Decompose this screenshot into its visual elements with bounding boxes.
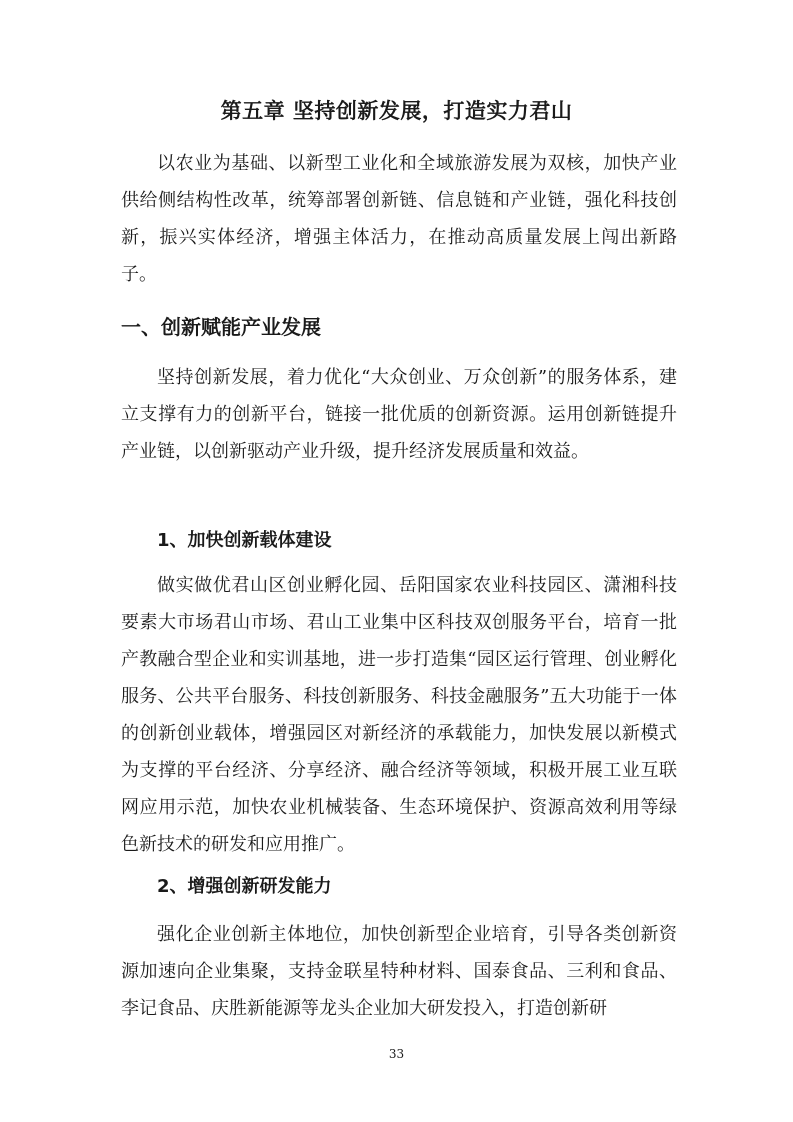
subsection-body-paragraph-1: 做实做优君山区创业孵化园、岳阳国家农业科技园区、潇湘科技要素大市场君山市场、君山工业集中区科技双创服务平台，培育一批产教融合型企业和实训基地，进一步打造集“园区运行管理、创业孵化服务、公共平台服务、科技创新服务、科技金融服务”五大功能于一体的创新创业载体，增强园区对新经济的承载能力，加快发展以新模式为支撑的平台经济、分享经济、融合经济等领域，积极开展工业互联网应用示范，加快农业机械装备、生态环境保护、资源高效利用等绿色新技术的研发和应用推广。 xyxy=(121,575,677,855)
subsection-body-paragraph-2: 强化企业创新主体地位，加快创新型企业培育，引导各类创新资源加速向企业集聚，支持金联星特种材料、国泰食品、三利和食品、李记食品、庆胜新能源等龙头企业加大研发投入，打造创新研 xyxy=(121,924,677,1019)
chapter-title: 第五章 坚持创新发展，打造实力君山 xyxy=(220,99,573,123)
section-heading: 一、创新赋能产业发展 xyxy=(121,315,321,339)
page-number: 33 xyxy=(388,1047,405,1061)
chapter-intro-paragraph: 以农业为基础、以新型工业化和全域旅游发展为双核，加快产业供给侧结构性改革，统筹部署创新链、信息链和产业链，强化科技创新，振兴实体经济，增强主体活力，在推动高质量发展上闯出新路子。 xyxy=(121,153,677,285)
section-body-paragraph: 坚持创新发展，着力优化“大众创业、万众创新”的服务体系，建立支撑有力的创新平台，链接一批优质的创新资源。运用创新链提升产业链，以创新驱动产业升级，提升经济发展质量和效益。 xyxy=(121,367,677,462)
subsection-heading-1: 1、加快创新载体建设 xyxy=(157,530,332,551)
subsection-heading-2: 2、增强创新研发能力 xyxy=(157,876,332,897)
